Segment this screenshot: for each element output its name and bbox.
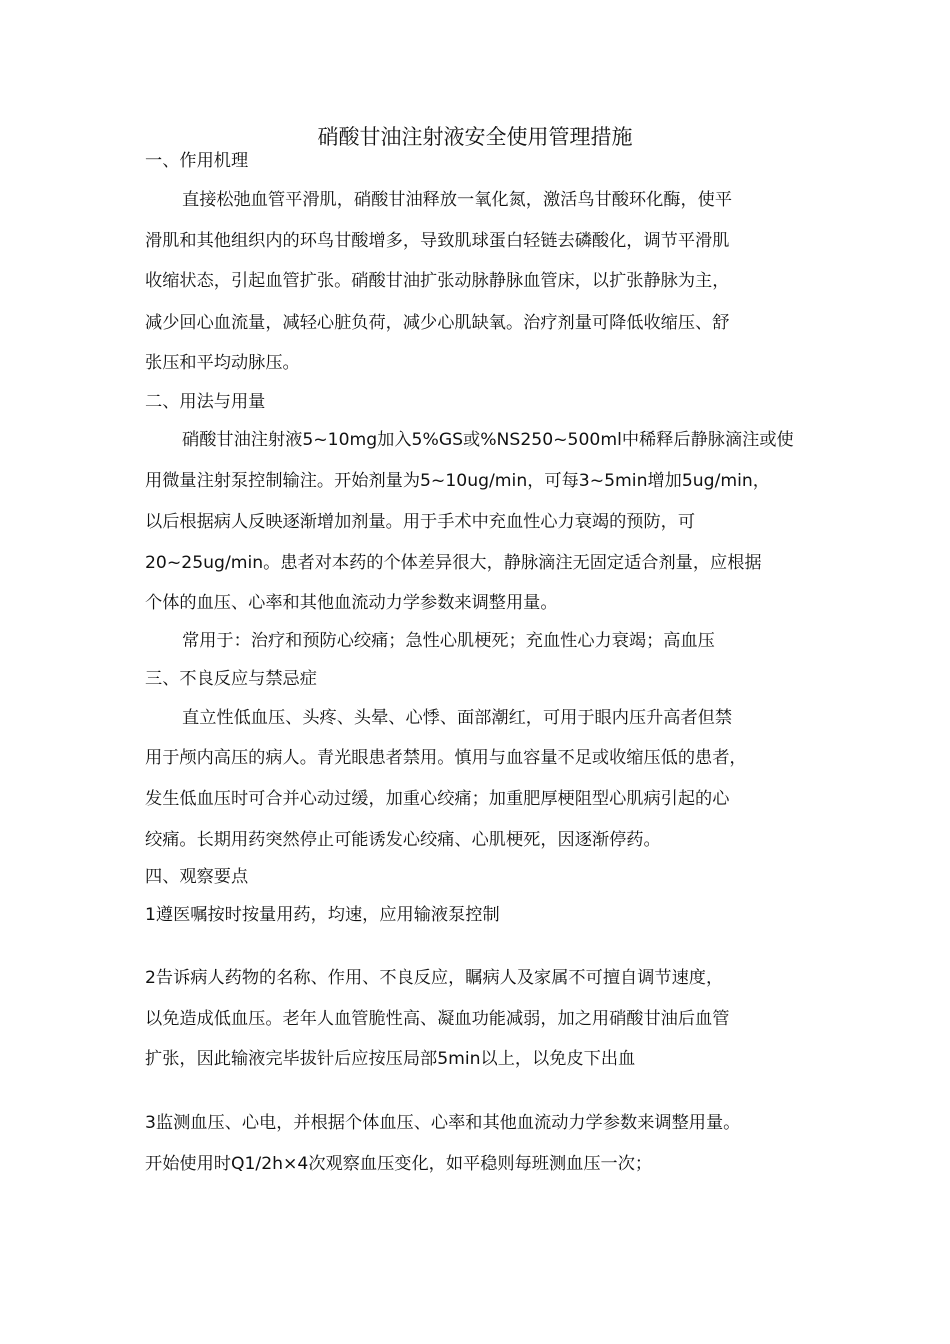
list-item: 2告诉病人药物的名称、作用、不良反应，瞩病人及家属不可擅自调节速度， bbox=[145, 968, 724, 988]
paragraph-line: 收缩状态，引起血管扩张。硝酸甘油扩张动脉静脉血管床，以扩张静脉为主， bbox=[145, 271, 730, 291]
paragraph-line: 直立性低血压、头疼、头晕、心悸、面部潮红，可用于眼内压升高者但禁 bbox=[182, 708, 733, 728]
paragraph-line: 个体的血压、心率和其他血流动力学参数来调整用量。 bbox=[145, 593, 558, 613]
paragraph-line: 用于颅内高压的病人。青光眼患者禁用。慎用与血容量不足或收缩压低的患者， bbox=[145, 748, 747, 768]
paragraph-line: 绞痛。长期用药突然停止可能诱发心绞痛、心肌梗死，因逐渐停药。 bbox=[145, 830, 661, 850]
paragraph-line: 硝酸甘油注射液5~10mg加入5%GS或%NS250~500ml中稀释后静脉滴注或使 bbox=[182, 430, 794, 450]
paragraph-line: 开始使用时Q1/2h×4次观察血压变化，如平稳则每班测血压一次； bbox=[145, 1154, 653, 1174]
paragraph-line: 常用于：治疗和预防心绞痛；急性心肌梗死；充血性心力衰竭；高血压 bbox=[182, 631, 715, 651]
paragraph-line: 发生低血压时可合并心动过缓，加重心绞痛；加重肥厚梗阻型心肌病引起的心 bbox=[145, 789, 730, 809]
section-heading: 一、作用机理 bbox=[145, 151, 249, 171]
list-item: 3监测血压、心电，并根据个体血压、心率和其他血流动力学参数来调整用量。 bbox=[145, 1113, 741, 1133]
paragraph-line: 20~25ug/min。患者对本药的个体差异很大，静脉滴注无固定适合剂量，应根据 bbox=[145, 553, 762, 573]
list-item: 1遵医嘱按时按量用药，均速，应用输液泵控制 bbox=[145, 905, 500, 925]
section-heading: 四、观察要点 bbox=[145, 867, 249, 887]
paragraph-line: 用微量注射泵控制输注。开始剂量为5~10ug/min，可每3~5min增加5ug/min， bbox=[145, 471, 770, 491]
paragraph-line: 直接松弛血管平滑肌，硝酸甘油释放一氧化氮，激活鸟甘酸环化酶，使平 bbox=[182, 190, 733, 210]
section-heading: 三、不良反应与禁忌症 bbox=[145, 669, 317, 689]
paragraph-line: 张压和平均动脉压。 bbox=[145, 353, 300, 373]
paragraph-line: 以后根据病人反映逐渐增加剂量。用于手术中充血性心力衰竭的预防，可 bbox=[145, 512, 696, 532]
document-title: 硝酸甘油注射液安全使用管理措施 bbox=[317, 125, 633, 149]
section-heading: 二、用法与用量 bbox=[145, 392, 266, 412]
paragraph-line: 减少回心血流量，减轻心脏负荷，减少心肌缺氧。治疗剂量可降低收缩压、舒 bbox=[145, 313, 730, 333]
paragraph-line: 扩张，因此输液完毕拔针后应按压局部5min以上，以免皮下出血 bbox=[145, 1049, 636, 1069]
paragraph-line: 滑肌和其他组织内的环鸟甘酸增多，导致肌球蛋白轻链去磷酸化，调节平滑肌 bbox=[145, 231, 730, 251]
paragraph-line: 以免造成低血压。老年人血管脆性高、凝血功能减弱，加之用硝酸甘油后血管 bbox=[145, 1009, 730, 1029]
